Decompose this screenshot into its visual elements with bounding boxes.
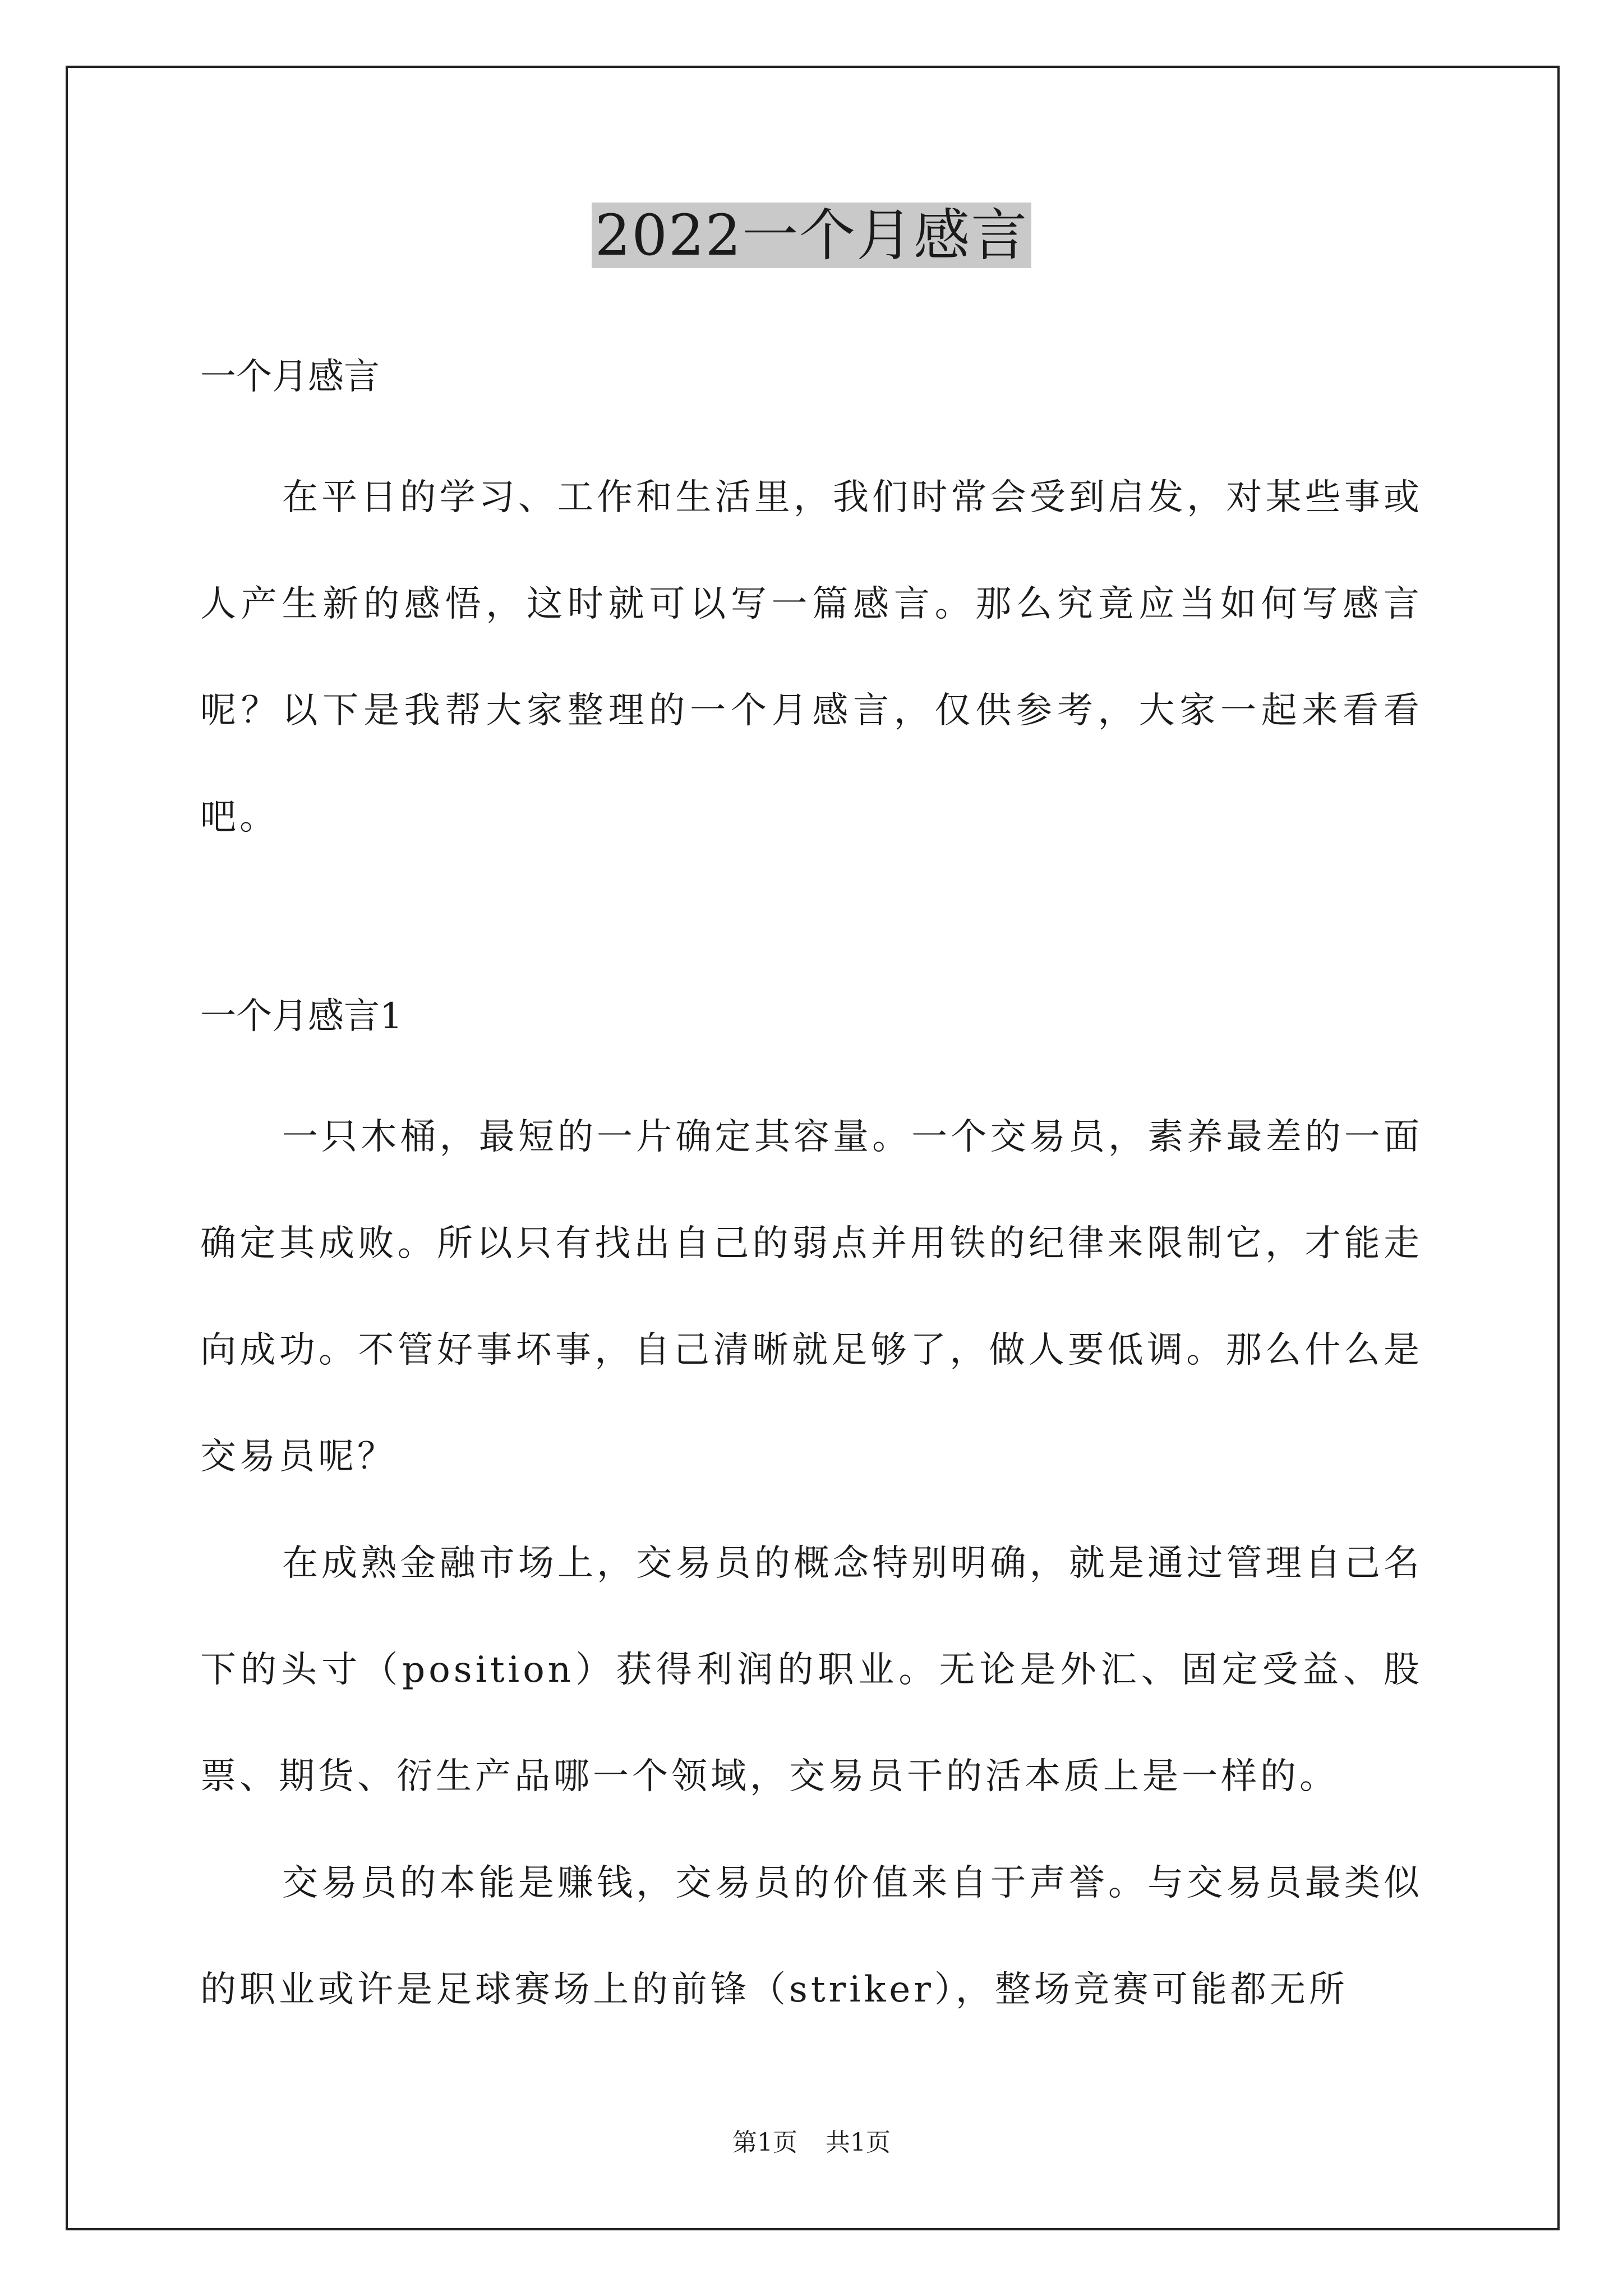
document-title-text: 2022一个月感言: [592, 203, 1032, 268]
body-paragraph: 交易员的本能是赚钱，交易员的价值来自于声誉。与交易员最类似的职业或许是足球赛场上的前锋（striker），整场竞赛可能都无所: [200, 1862, 1423, 2010]
section-gap: [200, 871, 1423, 977]
body-paragraph: 在成熟金融市场上，交易员的概念特别明确，就是通过管理自己名下的头寸（position）获得利润的职业。无论是外汇、固定受益、股票、期货、衍生产品哪一个领域，交易员干的活本质上是一样的。: [200, 1543, 1423, 1797]
intro-paragraph: 在平日的学习、工作和生活里，我们时常会受到启发，对某些事或人产生新的感悟，这时就可以写一篇感言。那么究竟应当如何写感言呢？以下是我帮大家整理的一个月感言，仅供参考，大家一起来看看吧。: [200, 477, 1423, 838]
body-paragraph: 一只木桶，最短的一片确定其容量。一个交易员，素养最差的一面确定其成败。所以只有找出自己的弱点并用铁的纪律来限制它，才能走向成功。不管好事坏事，自己清晰就足够了，做人要低调。那么什么是交易员呢？: [200, 1116, 1423, 1478]
document-body: [200, 338, 1423, 2043]
page-total: 共1页: [826, 2128, 891, 2157]
page-number: 第1页: [732, 2128, 797, 2157]
section-heading: 一个月感言1: [200, 996, 403, 1037]
document-title: [0, 196, 1623, 275]
page-footer: [0, 2126, 1623, 2160]
intro-heading: 一个月感言: [200, 356, 380, 398]
